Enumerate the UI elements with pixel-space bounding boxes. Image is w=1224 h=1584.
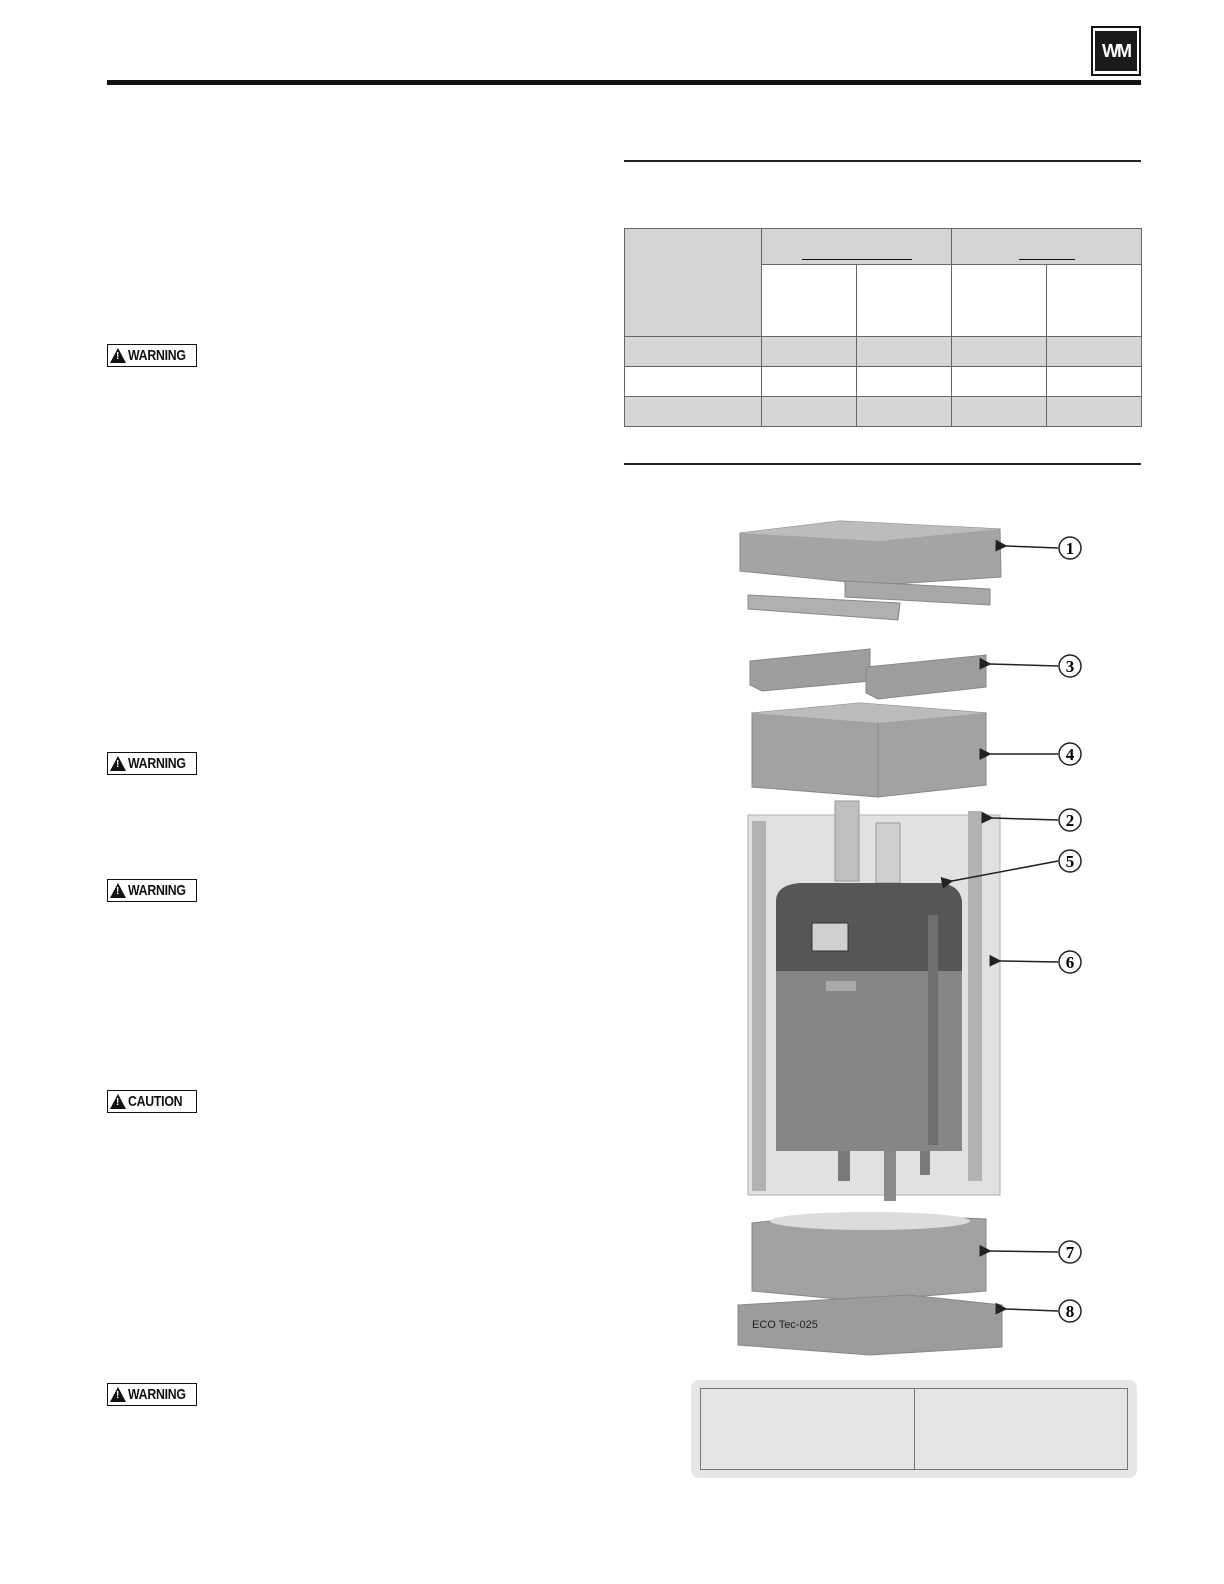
- badge-label: WARNING: [128, 882, 186, 899]
- header-rule: [107, 80, 1141, 85]
- part-3-blocks: [750, 649, 986, 699]
- wm-logo-mark: WM: [1095, 31, 1137, 71]
- note-box: [691, 1380, 1137, 1478]
- spec-table: [624, 228, 1142, 427]
- caution-badge: [107, 1090, 197, 1113]
- note-table: [700, 1388, 1128, 1470]
- callout-6: 6: [1065, 953, 1075, 972]
- warning-triangle-icon: [110, 883, 126, 898]
- table-subheader: [857, 265, 952, 337]
- note-cell-left: [701, 1389, 914, 1469]
- callout-8: 8: [1065, 1302, 1075, 1321]
- table-subheader: [1047, 265, 1142, 337]
- badge-label: WARNING: [128, 347, 186, 364]
- table-row: [625, 337, 1142, 367]
- section-rule-1: [624, 160, 1141, 162]
- table-subheader: [952, 265, 1047, 337]
- table-subheader: [762, 265, 857, 337]
- wm-logo: [1091, 26, 1141, 76]
- badge-label: WARNING: [128, 1386, 186, 1403]
- table-row: [625, 367, 1142, 397]
- callout-3: 3: [1065, 657, 1075, 676]
- part-1-top-cap: [740, 521, 1001, 585]
- table-group-header: [762, 229, 952, 265]
- callout-1: 1: [1065, 539, 1075, 558]
- callout-4: 4: [1065, 745, 1075, 764]
- callout-7: 7: [1065, 1243, 1075, 1262]
- section-rule-2: [624, 463, 1141, 465]
- callout-2: 2: [1065, 811, 1075, 830]
- warning-badge-2: [107, 752, 197, 775]
- packaging-exploded-figure: [690, 505, 1130, 1365]
- base-model-label: ECO Tec-025: [752, 1319, 818, 1331]
- table-corner-cell: [625, 229, 762, 337]
- note-cell-right: [914, 1389, 1128, 1469]
- part-4-upper-tray: [752, 703, 986, 797]
- part-7-lower-tray: [752, 1212, 986, 1301]
- table-group-header: [952, 229, 1142, 265]
- warning-triangle-icon: [110, 1387, 126, 1402]
- warning-badge-3: [107, 879, 197, 902]
- part-8-base: [738, 1295, 1002, 1355]
- callout-circles: [1059, 537, 1081, 1322]
- badge-label: WARNING: [128, 755, 186, 772]
- table-row: [625, 397, 1142, 427]
- badge-label: CAUTION: [128, 1093, 183, 1110]
- warning-badge-1: [107, 344, 197, 367]
- caution-triangle-icon: [110, 1094, 126, 1109]
- warning-badge-4: [107, 1383, 197, 1406]
- warning-triangle-icon: [110, 348, 126, 363]
- callout-5: 5: [1065, 852, 1075, 871]
- warning-triangle-icon: [110, 756, 126, 771]
